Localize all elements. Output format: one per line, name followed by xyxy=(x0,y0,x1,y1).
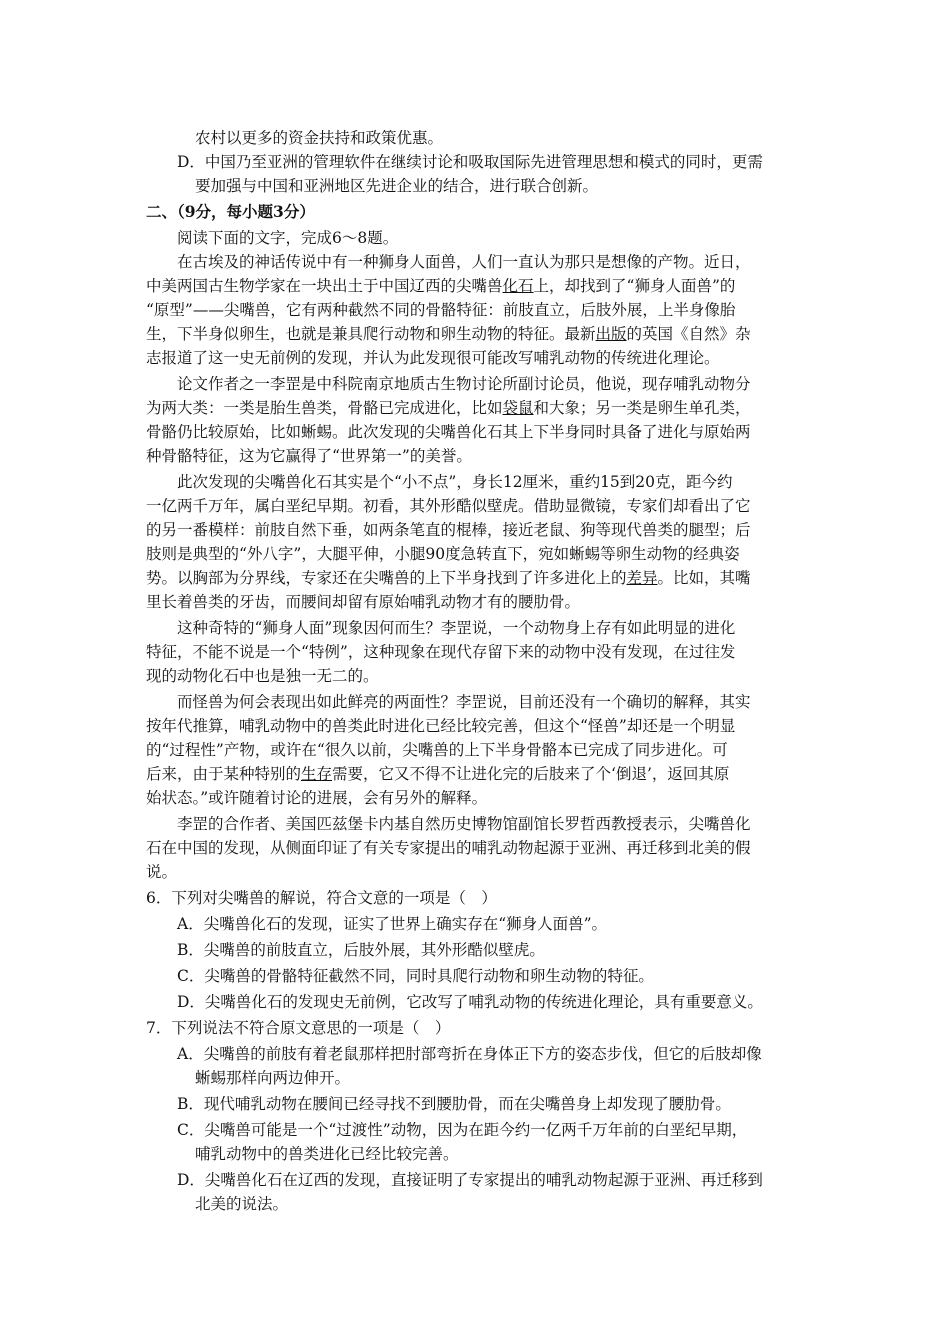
q6-option-c[interactable]: C．尖嘴兽的骨骼特征截然不同，同时具爬行动物和卵生动物的特征。 xyxy=(177,967,654,985)
section-instruction: 阅读下面的文字，完成6～8题。 xyxy=(177,229,399,247)
passage-line: 后来，由于某种特别的生存需要，它又不得不让进化完的后肢来了个‘倒退’，返回其原 xyxy=(146,765,730,783)
passage-line: 这种奇特的“狮身人面”现象因何而生？李罡说，一个动物身上存有如此明显的进化 xyxy=(177,619,736,637)
passage-line: 李罡的合作者、美国匹兹堡卡内基自然历史博物馆副馆长罗哲西教授表示，尖嘴兽化 xyxy=(177,815,751,833)
passage-line: 特征，不能不说是一个“特例”，这种现象在现代存留下来的动物中没有发现，在过往发 xyxy=(146,643,736,661)
underlined-word: 袋鼠 xyxy=(502,399,534,417)
passage-line: 生，下半身似卵生，也就是兼具爬行动物和卵生动物的特征。最新出版的英国《自然》杂 xyxy=(146,325,751,343)
prev-option-c-continuation: 农村以更多的资金扶持和政策优惠。 xyxy=(195,129,444,147)
section-heading: 二、（9分，每小题3分） xyxy=(146,202,315,221)
passage-line: 骨骼仍比较原始，比如蜥蜴。此次发现的尖嘴兽化石其上下半身同时具备了进化与原始两 xyxy=(146,423,751,441)
underlined-word: 出版 xyxy=(595,325,627,343)
q7-option-c-line-1[interactable]: C．尖嘴兽可能是一个“过渡性”动物，因为在距今约一亿两千万年前的白垩纪早期， xyxy=(177,1121,748,1139)
passage-line: 一亿两千万年，属白垩纪早期。初看，其外形酷似壁虎。借助显微镜，专家们却看出了它 xyxy=(146,497,751,515)
question-7-stem: 7．下列说法不符合原文意思的一项是（ ） xyxy=(146,1019,451,1037)
passage-line: 中美两国古生物学家在一块出土于中国辽西的尖嘴兽化石上，却找到了“狮身人面兽”的 xyxy=(146,277,736,295)
passage-line: 的“过程性”产物，或许在“很久以前，尖嘴兽的上下半身骨骼本已完成了同步进化。可 xyxy=(146,741,728,759)
passage-line: “原型”——尖嘴兽，它有两种截然不同的骨骼特征：前肢直立，后肢外展，上半身像胎 xyxy=(146,301,736,319)
q6-option-d[interactable]: D．尖嘴兽化石的发现史无前例，它改写了哺乳动物的传统进化理论，具有重要意义。 xyxy=(177,993,763,1011)
underlined-word: 差异 xyxy=(626,569,658,587)
q6-option-a[interactable]: A．尖嘴兽化石的发现，证实了世界上确实存在“狮身人面兽”。 xyxy=(177,915,608,933)
passage-line: 为两大类：一类是胎生兽类，骨骼已完成进化，比如袋鼠和大象；另一类是卵生单孔类， xyxy=(146,399,751,417)
question-6-stem: 6．下列对尖嘴兽的解说，符合文意的一项是（ ） xyxy=(146,889,497,907)
q7-option-c-line-2[interactable]: 哺乳动物中的兽类进化已经比较完善。 xyxy=(195,1145,459,1163)
passage-line: 此次发现的尖嘴兽化石其实是个“小不点”，身长12厘米，重约15到20克，距今约 xyxy=(177,473,733,491)
passage-line: 肢则是典型的“外八字”，大腿平伸，小腿90度急转直下，宛如蜥蜴等卵生动物的经典姿 xyxy=(146,545,740,563)
passage-line: 石在中国的发现，从侧面印证了有关专家提出的哺乳动物起源于亚洲、再迁移到北美的假 xyxy=(146,839,751,857)
passage-line: 论文作者之一李罡是中科院南京地质古生物讨论所副讨论员，他说，现存哺乳动物分 xyxy=(177,375,751,393)
q7-option-d-line-1[interactable]: D．尖嘴兽化石在辽西的发现，直接证明了专家提出的哺乳动物起源于亚洲、再迁移到 xyxy=(177,1171,763,1189)
prev-option-d-line-1: D．中国乃至亚洲的管理软件在继续讨论和吸取国际先进管理思想和模式的同时，更需 xyxy=(177,153,763,171)
passage-line: 而怪兽为何会表现出如此鲜亮的两面性？李罡说，目前还没有一个确切的解释，其实 xyxy=(177,693,751,711)
underlined-word: 化石 xyxy=(502,277,534,295)
q7-option-b[interactable]: B．现代哺乳动物在腰间已经寻找不到腰肋骨，而在尖嘴兽身上却发现了腰肋骨。 xyxy=(177,1095,731,1113)
q7-option-a-line-1[interactable]: A．尖嘴兽的前肢有着老鼠那样把肘部弯折在身体正下方的姿态步伐，但它的后肢却像 xyxy=(177,1045,762,1063)
passage-line: 志报道了这一史无前例的发现，并认为此发现很可能改写哺乳动物的传统进化理论。 xyxy=(146,349,720,367)
passage-line: 始状态。”或许随着讨论的进展，会有另外的解释。 xyxy=(146,789,488,807)
passage-line: 种骨骼特征，这为它赢得了“世界第一”的美誉。 xyxy=(146,447,472,465)
passage-line: 势。以胸部为分界线，专家还在尖嘴兽的上下半身找到了许多进化上的差异。比如，其嘴 xyxy=(146,569,751,587)
passage-line: 的另一番模样：前肢自然下垂，如两条笔直的棍棒，接近老鼠、狗等现代兽类的腿型；后 xyxy=(146,521,751,539)
passage-line: 在古埃及的神话传说中有一种狮身人面兽，人们一直认为那只是想像的产物。近日， xyxy=(177,253,751,271)
passage-line: 按年代推算，哺乳动物中的兽类此时进化已经比较完善，但这个“怪兽”却还是一个明显 xyxy=(146,717,736,735)
passage-line: 现的动物化石中也是独一无二的。 xyxy=(146,667,379,685)
q7-option-d-line-2[interactable]: 北美的说法。 xyxy=(195,1195,289,1213)
q7-option-a-line-2[interactable]: 蜥蜴那样向两边伸开。 xyxy=(195,1069,351,1087)
q6-option-b[interactable]: B．尖嘴兽的前肢直立，后肢外展，其外形酷似壁虎。 xyxy=(177,941,545,959)
passage-line: 里长着兽类的牙齿，而腰间却留有原始哺乳动物才有的腰肋骨。 xyxy=(146,593,581,611)
underlined-word: 生存 xyxy=(301,765,333,783)
passage-line: 说。 xyxy=(146,863,178,881)
prev-option-d-line-2: 要加强与中国和亚洲地区先进企业的结合，进行联合创新。 xyxy=(195,177,599,195)
